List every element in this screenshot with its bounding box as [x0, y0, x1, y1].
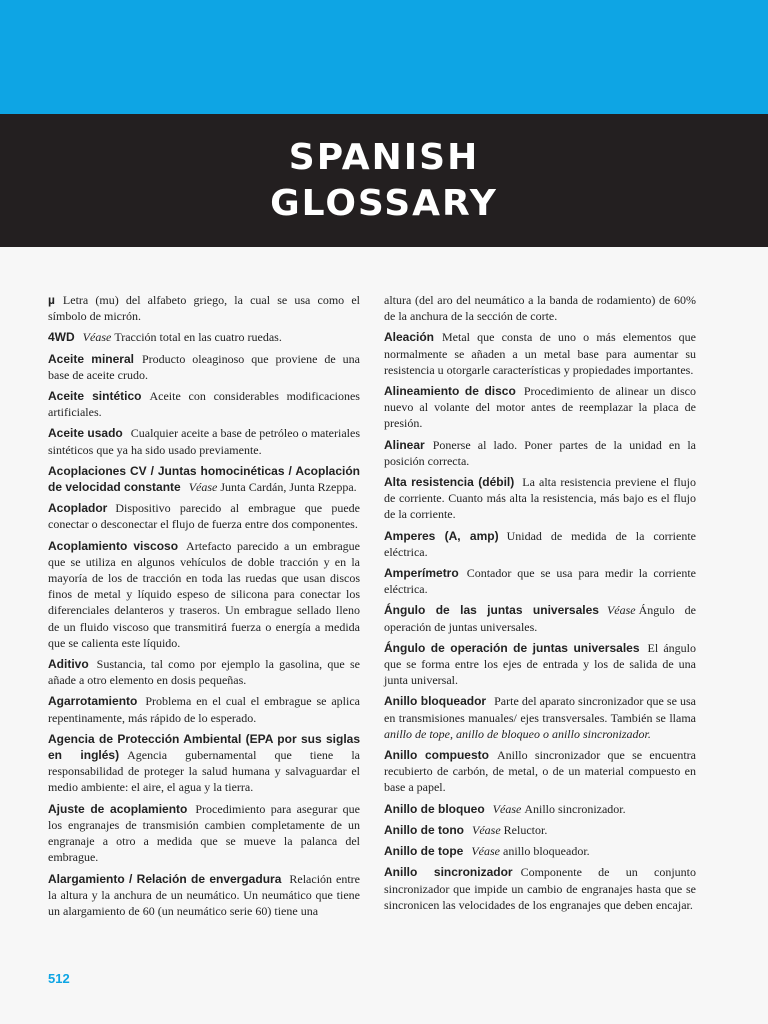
glossary-term: Aditivo — [48, 657, 89, 672]
glossary-definition: Letra (mu) del alfabeto griego, la cual se usa como el símbolo de micrón. — [48, 293, 360, 324]
glossary-term: Anillo de tono — [384, 822, 464, 837]
page-title-line-1: SPANISH — [288, 136, 480, 178]
see-also-label: Véase — [492, 801, 522, 816]
glossary-entry — [384, 864, 696, 913]
glossary-term: Aceite mineral — [48, 351, 134, 366]
see-also-label: Véase — [188, 480, 218, 495]
glossary-term: Anillo de tope — [384, 844, 464, 859]
glossary-term: Acoplamiento viscoso — [48, 538, 179, 553]
glossary-entry — [384, 602, 696, 634]
glossary-entry — [384, 747, 696, 796]
glossary-term: Ángulo de operación de juntas universales — [384, 640, 640, 655]
glossary-definition: anillo bloqueador. — [503, 844, 590, 859]
see-also-label: Véase — [472, 822, 501, 837]
glossary-entry — [48, 693, 360, 725]
glossary-definition: Unidad de medida de la corriente eléctrica. — [384, 528, 696, 559]
glossary-entry — [48, 329, 360, 345]
glossary-definition: Relación entre la altura y la anchura de un neumático. Un neumático que tiene un alargamiento de 60 (un neumático serie 60) tiene una — [48, 871, 360, 918]
glossary-term: Agencia de Protección Ambiental (EPA por sus siglas en inglés) — [48, 731, 360, 763]
glossary-definition: Tracción total en las cuatro ruedas. — [114, 330, 282, 345]
glossary-entry — [48, 871, 360, 920]
glossary-term: Alineamiento de disco — [384, 384, 516, 399]
glossary-definition: Junta Cardán, Junta Rzeppa. — [220, 480, 357, 495]
glossary-definition: Problema en el cual el embrague se aplica repentinamente, más rápido de lo esperado. — [48, 694, 360, 725]
page-title-line-2: GLOSSARY — [270, 182, 498, 224]
glossary-definition: Cualquier aceite a base de petróleo o materiales sintéticos que ya ha sido usado previamente. — [48, 426, 360, 457]
glossary-entry — [48, 500, 360, 532]
glossary-definition: Reluctor. — [503, 822, 548, 837]
glossary-term: Alargamiento / Relación de envergadura — [48, 871, 282, 886]
glossary-term: Alinear — [384, 437, 425, 452]
glossary-definition: Metal que consta de uno o más elementos que normalmente se añaden a un metal base para aumentar su resistencia u otorgarle características y propiedades importantes. — [384, 330, 696, 377]
glossary-definition: Anillo sincronizador. — [524, 801, 626, 816]
glossary-entry — [384, 693, 696, 742]
glossary-entry — [48, 463, 360, 495]
glossary-term: Aceite sintético — [48, 389, 142, 404]
glossary-definition: Sustancia, tal como por ejemplo la gasolina, que se añade a otro elemento en dosis pequeñas. — [48, 657, 360, 688]
glossary-entry — [384, 822, 696, 838]
glossary-definition-italic: anillo de tope, anillo de bloqueo o anillo sincronizador. — [384, 726, 651, 741]
glossary-term: 4WD — [48, 330, 75, 345]
glossary-term: Acoplaciones CV / Juntas homocinéticas / Acoplación de velocidad constante — [48, 463, 360, 495]
glossary-entry — [384, 474, 696, 523]
glossary-term: Amperes (A, amp) — [384, 528, 499, 543]
glossary-term: Anillo compuesto — [384, 748, 489, 763]
glossary-term: µ — [48, 293, 55, 307]
page-number: 512 — [48, 971, 70, 986]
glossary-entry — [48, 538, 360, 651]
glossary-definition: Ponerse al lado. Poner partes de la unidad en la posición correcta. — [384, 437, 696, 468]
glossary-entry — [384, 565, 696, 597]
glossary-entry — [48, 731, 360, 796]
glossary-definition: Producto oleaginoso que proviene de una base de aceite crudo. — [48, 351, 360, 382]
glossary-definition: Aceite con considerables modificaciones artificiales. — [48, 389, 360, 420]
title-band — [0, 114, 768, 247]
glossary-entry — [384, 329, 696, 378]
glossary-term: Aceite usado — [48, 426, 123, 441]
glossary-definition: Procedimiento para asegurar que los engranajes de transmisión cambien completamente de un engranaje a otro a medida que se mueve la palanca del embrague. — [48, 801, 360, 865]
glossary-term: Anillo bloqueador — [384, 694, 487, 709]
glossary-definition: Componente de un conjunto sincronizador que impide un cambio de engranajes hasta que se sincronicen las velocidades de los engranajes que deben encajar. — [384, 865, 696, 912]
glossary-entry — [384, 383, 696, 432]
glossary-columns — [48, 292, 696, 924]
glossary-definition: Ángulo de operación de juntas universales. — [384, 603, 696, 634]
glossary-term: Alta resistencia (débil) — [384, 475, 515, 490]
glossary-entry — [384, 843, 696, 859]
glossary-term: Acoplador — [48, 501, 108, 516]
glossary-left-column — [48, 292, 360, 924]
glossary-entry — [384, 437, 696, 469]
top-color-band — [0, 0, 768, 114]
glossary-entry — [48, 292, 360, 324]
glossary-definition: Dispositivo parecido al embrague que puede conectar o desconectar el flujo de fuerza entre dos componentes. — [48, 501, 360, 532]
glossary-entry — [384, 640, 696, 689]
glossary-right-column — [384, 292, 696, 924]
glossary-entry — [48, 351, 360, 383]
glossary-entry — [48, 425, 360, 457]
glossary-definition: Procedimiento de alinear un disco nuevo al volante del motor antes de reemplazar la placa de presión. — [384, 384, 696, 431]
glossary-term: Anillo de bloqueo — [384, 801, 485, 816]
glossary-definition: Anillo sincronizador que se encuentra recubierto de carbón, de metal, o de un material compuesto en base a papel. — [384, 748, 696, 795]
glossary-term: Anillo sincronizador — [384, 865, 513, 880]
glossary-entry — [48, 388, 360, 420]
glossary-definition: La alta resistencia previene el flujo de corriente. Cuanto más alta la resistencia, más bajo es el flujo de la corriente. — [384, 475, 696, 522]
glossary-definition: El ángulo que se forma entre los ejes de entrada y los de salida de una junta universal. — [384, 640, 696, 688]
glossary-entry — [48, 801, 360, 866]
see-also-label: Véase — [82, 330, 112, 345]
glossary-term: Amperímetro — [384, 566, 459, 581]
glossary-entry — [48, 656, 360, 688]
glossary-entry — [384, 801, 696, 817]
see-also-label: Véase — [471, 844, 500, 859]
glossary-term: Ajuste de acoplamiento — [48, 801, 188, 816]
glossary-definition: Artefacto parecido a un embrague que se utiliza en algunos vehículos de doble tracción y en la mayoría de los de tracción en toda las ruedas que usan discos finos de metal y líquido espeso de silicona para conectar los diferenciales delanteros y traseros. Un embrague sellado lleno de un fluido viscoso que transmitirá fuerza o energía a medida que se calienta este líquido. — [48, 538, 360, 650]
glossary-term: Agarrotamiento — [48, 694, 138, 709]
glossary-entry — [384, 292, 696, 324]
glossary-definition: Parte del aparato sincronizador que se usa en transmisiones manuales/ ejes transversales. También se llama — [384, 694, 696, 725]
glossary-entry — [384, 528, 696, 560]
see-also-label: Véase — [606, 603, 636, 618]
glossary-term: Ángulo de las juntas universales — [384, 603, 599, 618]
glossary-definition: Agencia gubernamental que tiene la responsabilidad de proteger la salud humana y salvaguardar el medio ambiente: el aire, el agua y la tierra. — [48, 748, 360, 795]
glossary-definition: altura (del aro del neumático a la banda de rodamiento) de 60% de la anchura de la sección de corte. — [384, 293, 696, 324]
glossary-term: Aleación — [384, 330, 435, 345]
glossary-definition: Contador que se usa para medir la corriente eléctrica. — [384, 566, 696, 597]
